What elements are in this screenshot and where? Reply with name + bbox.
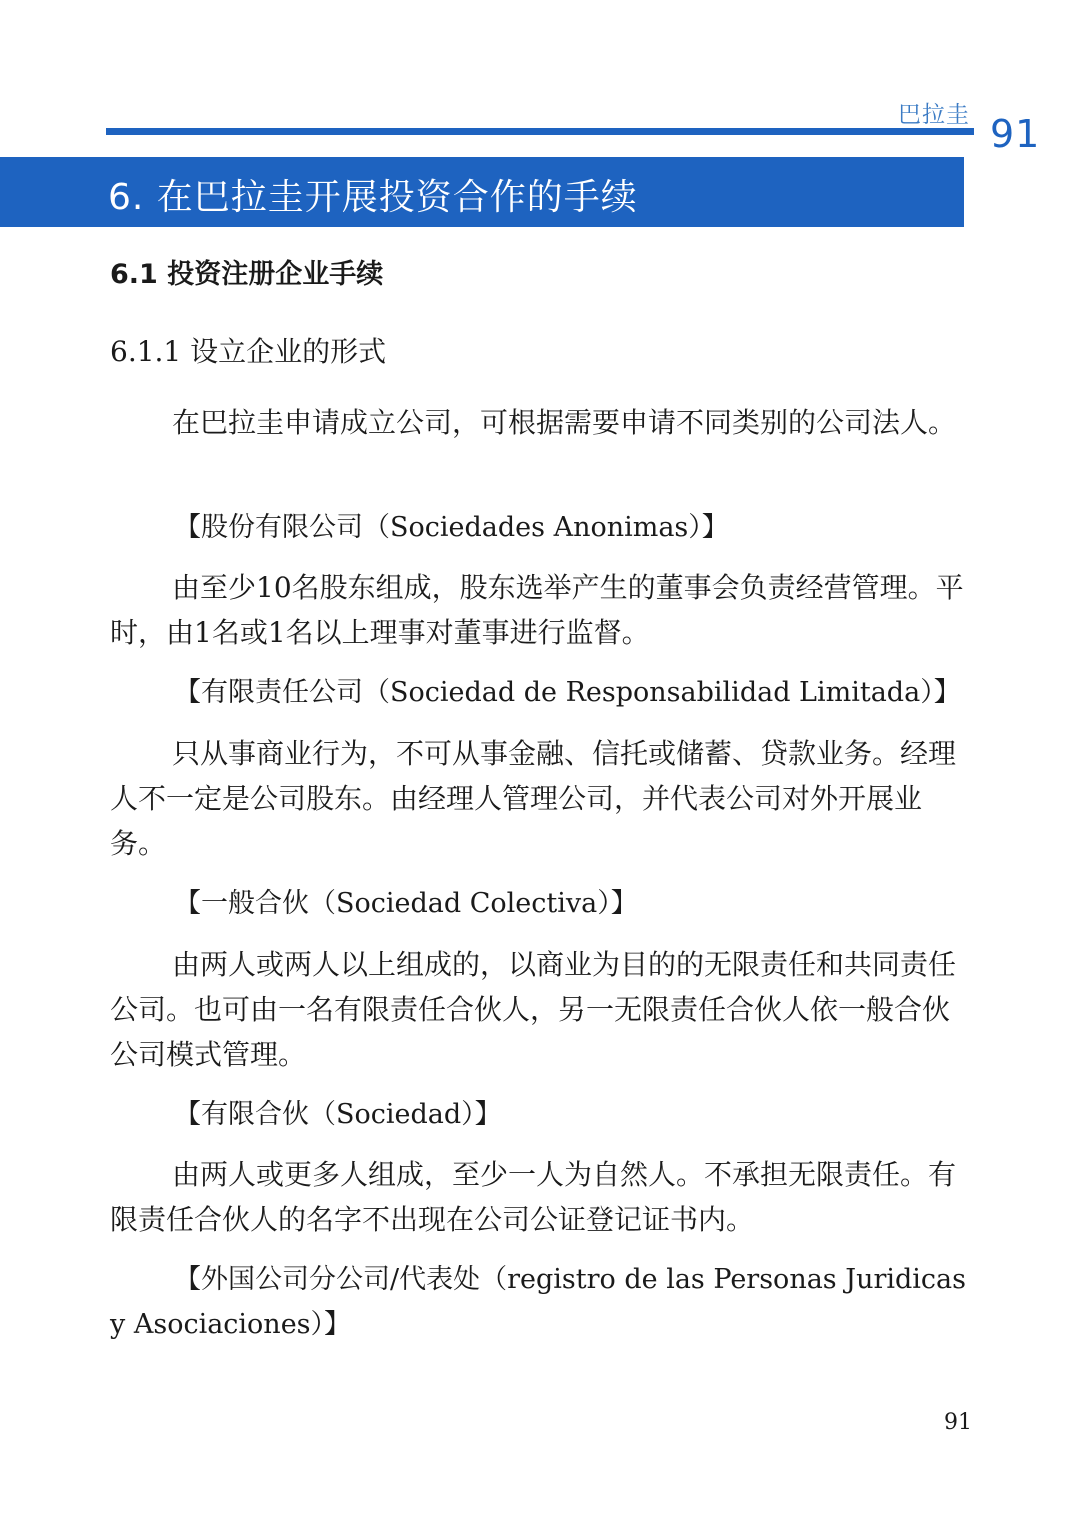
entity-description: 由两人或两人以上组成的，以商业为目的的无限责任和共同责任公司。也可由一名有限责任合伙人，另一无限责任合伙人依一般合伙公司模式管理。 [110, 948, 957, 1071]
header-page-number: 91 [990, 112, 1041, 156]
entity-term: 【一般合伙（Sociedad Colectiva）】 [174, 888, 638, 919]
entity-term: 【有限合伙（Sociedad）】 [174, 1099, 502, 1130]
entity-description: 由两人或更多人组成，至少一人为自然人。不承担无限责任。有限责任合伙人的名字不出现在公司公证登记证书内。 [110, 1158, 957, 1236]
entity-term: 【股份有限公司（Sociedades Anonimas）】 [174, 512, 729, 543]
entity-description: 只从事商业行为，不可从事金融、信托或储蓄、贷款业务。经理人不一定是公司股东。由经理人管理公司，并代表公司对外开展业务。 [110, 737, 957, 860]
footer-page-number: 91 [944, 1410, 972, 1435]
section-heading: 6.1 投资注册企业手续 [110, 259, 384, 290]
entity-description: 由至少10名股东组成，股东选举产生的董事会负责经营管理。平时，由1名或1名以上理事对董事进行监督。 [110, 571, 964, 649]
chapter-title: 6. 在巴拉圭开展投资合作的手续 [108, 177, 638, 218]
header-rule [106, 128, 974, 135]
entity-term: 【外国公司分公司/代表处（registro de las Personas Juridicas y Asociaciones）】 [110, 1264, 966, 1340]
entity-term: 【有限责任公司（Sociedad de Responsabilidad Limitada）】 [174, 677, 961, 708]
chapter-banner [0, 157, 964, 227]
running-header-country: 巴拉圭 [898, 102, 970, 128]
subsection-heading: 6.1.1 设立企业的形式 [110, 335, 387, 368]
intro-paragraph: 在巴拉圭申请成立公司，可根据需要申请不同类别的公司法人。 [172, 406, 957, 439]
